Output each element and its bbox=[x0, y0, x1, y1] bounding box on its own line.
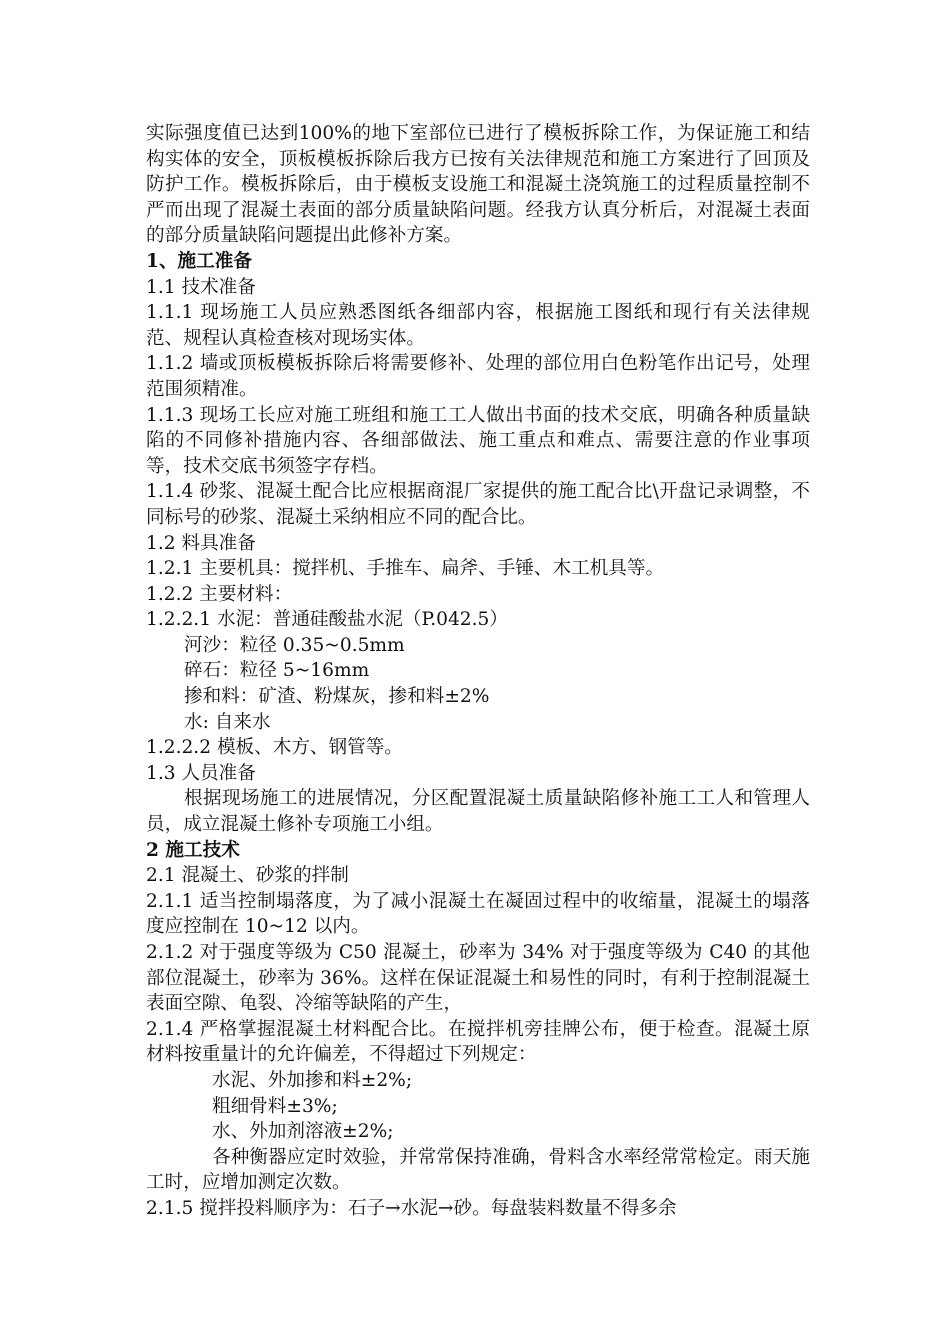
paragraph-1-1-4: 1.1.4 砂浆、混凝土配合比应根据商混厂家提供的施工配合比\开盘记录调整，不同标号的砂浆、混凝土采纳相应不同的配合比。 bbox=[146, 481, 810, 528]
paragraph-1-2-2-1: 1.2.2.1 水泥：普通硅酸盐水泥（P.042.5） bbox=[146, 609, 508, 631]
paragraph-2-1-5: 2.1.5 搅拌投料顺序为：石子→水泥→砂。每盘装料数量不得多余 bbox=[146, 1197, 677, 1219]
paragraph-1-2-2-2: 1.2.2.2 模板、木方、钢管等。 bbox=[146, 737, 403, 759]
paragraph-2-1-4: 2.1.4 严格掌握混凝土材料配合比。在搅拌机旁挂牌公布，便于检查。混凝土原材料按重量计的允许偏差，不得超过下列规定： bbox=[146, 1018, 810, 1066]
subheading-1-3: 1.3 人员准备 bbox=[146, 762, 256, 784]
material-water: 水: 自来水 bbox=[184, 711, 271, 733]
tolerance-aggregate: 粗细骨料±3%; bbox=[212, 1095, 338, 1117]
paragraph-1-1-3: 1.1.3 现场工长应对施工班组和施工工人做出书面的技术交底，明确各种质量缺陷的不同修补措施内容、各细部做法、施工重点和难点、需要注意的作业事项等，技术交底书须签字存档。 bbox=[146, 404, 810, 477]
heading-1-construction-preparation: 1、施工准备 bbox=[146, 250, 252, 272]
document-body bbox=[146, 121, 810, 1222]
paragraph-1-2-1: 1.2.1 主要机具：搅拌机、手推车、扁斧、手锤、木工机具等。 bbox=[146, 558, 665, 580]
tolerance-water: 水、外加剂溶液±2%; bbox=[212, 1121, 394, 1143]
paragraph-intro: 实际强度值已达到100%的地下室部位已进行了模板拆除工作，为保证施工和结构实体的安全，顶板模板拆除后我方已按有关法律规范和施工方案进行了回顶及防护工作。模板拆除后，由于模板支设施工和混凝土浇筑施工的过程质量控制不严而出现了混凝土表面的部分质量缺陷问题。经我方认真分析后，对混凝土表面的部分质量缺陷问题提出此修补方案。 bbox=[146, 123, 810, 247]
paragraph-1-2-2: 1.2.2 主要材料： bbox=[146, 583, 293, 605]
material-gravel: 碎石：粒径 5~16mm bbox=[184, 660, 370, 682]
paragraph-2-1-1: 2.1.1 适当控制塌落度，为了减小混凝土在凝固过程中的收缩量，混凝土的塌落度应控制在 10~12 以内。 bbox=[146, 890, 810, 938]
paragraph-2-1-2: 2.1.2 对于强度等级为 C50 混凝土，砂率为 34% 对于强度等级为 C40 的其他部位混凝土，砂率为 36%。这样在保证混凝土和易性的同时，有利于控制混凝土表面空隙、龟裂、冷缩等缺陷的产生， bbox=[146, 942, 810, 1015]
material-river-sand: 河沙：粒径 0.35~0.5mm bbox=[184, 634, 405, 656]
paragraph-1-1-1: 1.1.1 现场施工人员应熟悉图纸各细部内容，根据施工图纸和现行有关法律规范、规程认真检查核对现场实体。 bbox=[146, 302, 810, 349]
tolerance-cement: 水泥、外加掺和料±2%; bbox=[212, 1069, 413, 1091]
heading-2-construction-technique: 2 施工技术 bbox=[146, 839, 240, 861]
paragraph-1-1-2: 1.1.2 墙或顶板模板拆除后将需要修补、处理的部位用白色粉笔作出记号，处理范围须精准。 bbox=[146, 353, 810, 400]
subheading-2-1: 2.1 混凝土、砂浆的拌制 bbox=[146, 865, 349, 887]
material-admixture: 掺和料：矿渣、粉煤灰，掺和料±2% bbox=[184, 686, 490, 708]
paragraph-1-3-body: 根据现场施工的进展情况，分区配置混凝土质量缺陷修补施工工人和管理人员，成立混凝土修补专项施工小组。 bbox=[146, 788, 810, 836]
subheading-1-2: 1.2 料具准备 bbox=[146, 532, 256, 554]
subheading-1-1: 1.1 技术准备 bbox=[146, 276, 256, 298]
paragraph-scales-calibration: 各种衡器应定时效验，并常常保持准确，骨料含水率经常常检定。雨天施工时，应增加测定次数。 bbox=[146, 1146, 810, 1194]
